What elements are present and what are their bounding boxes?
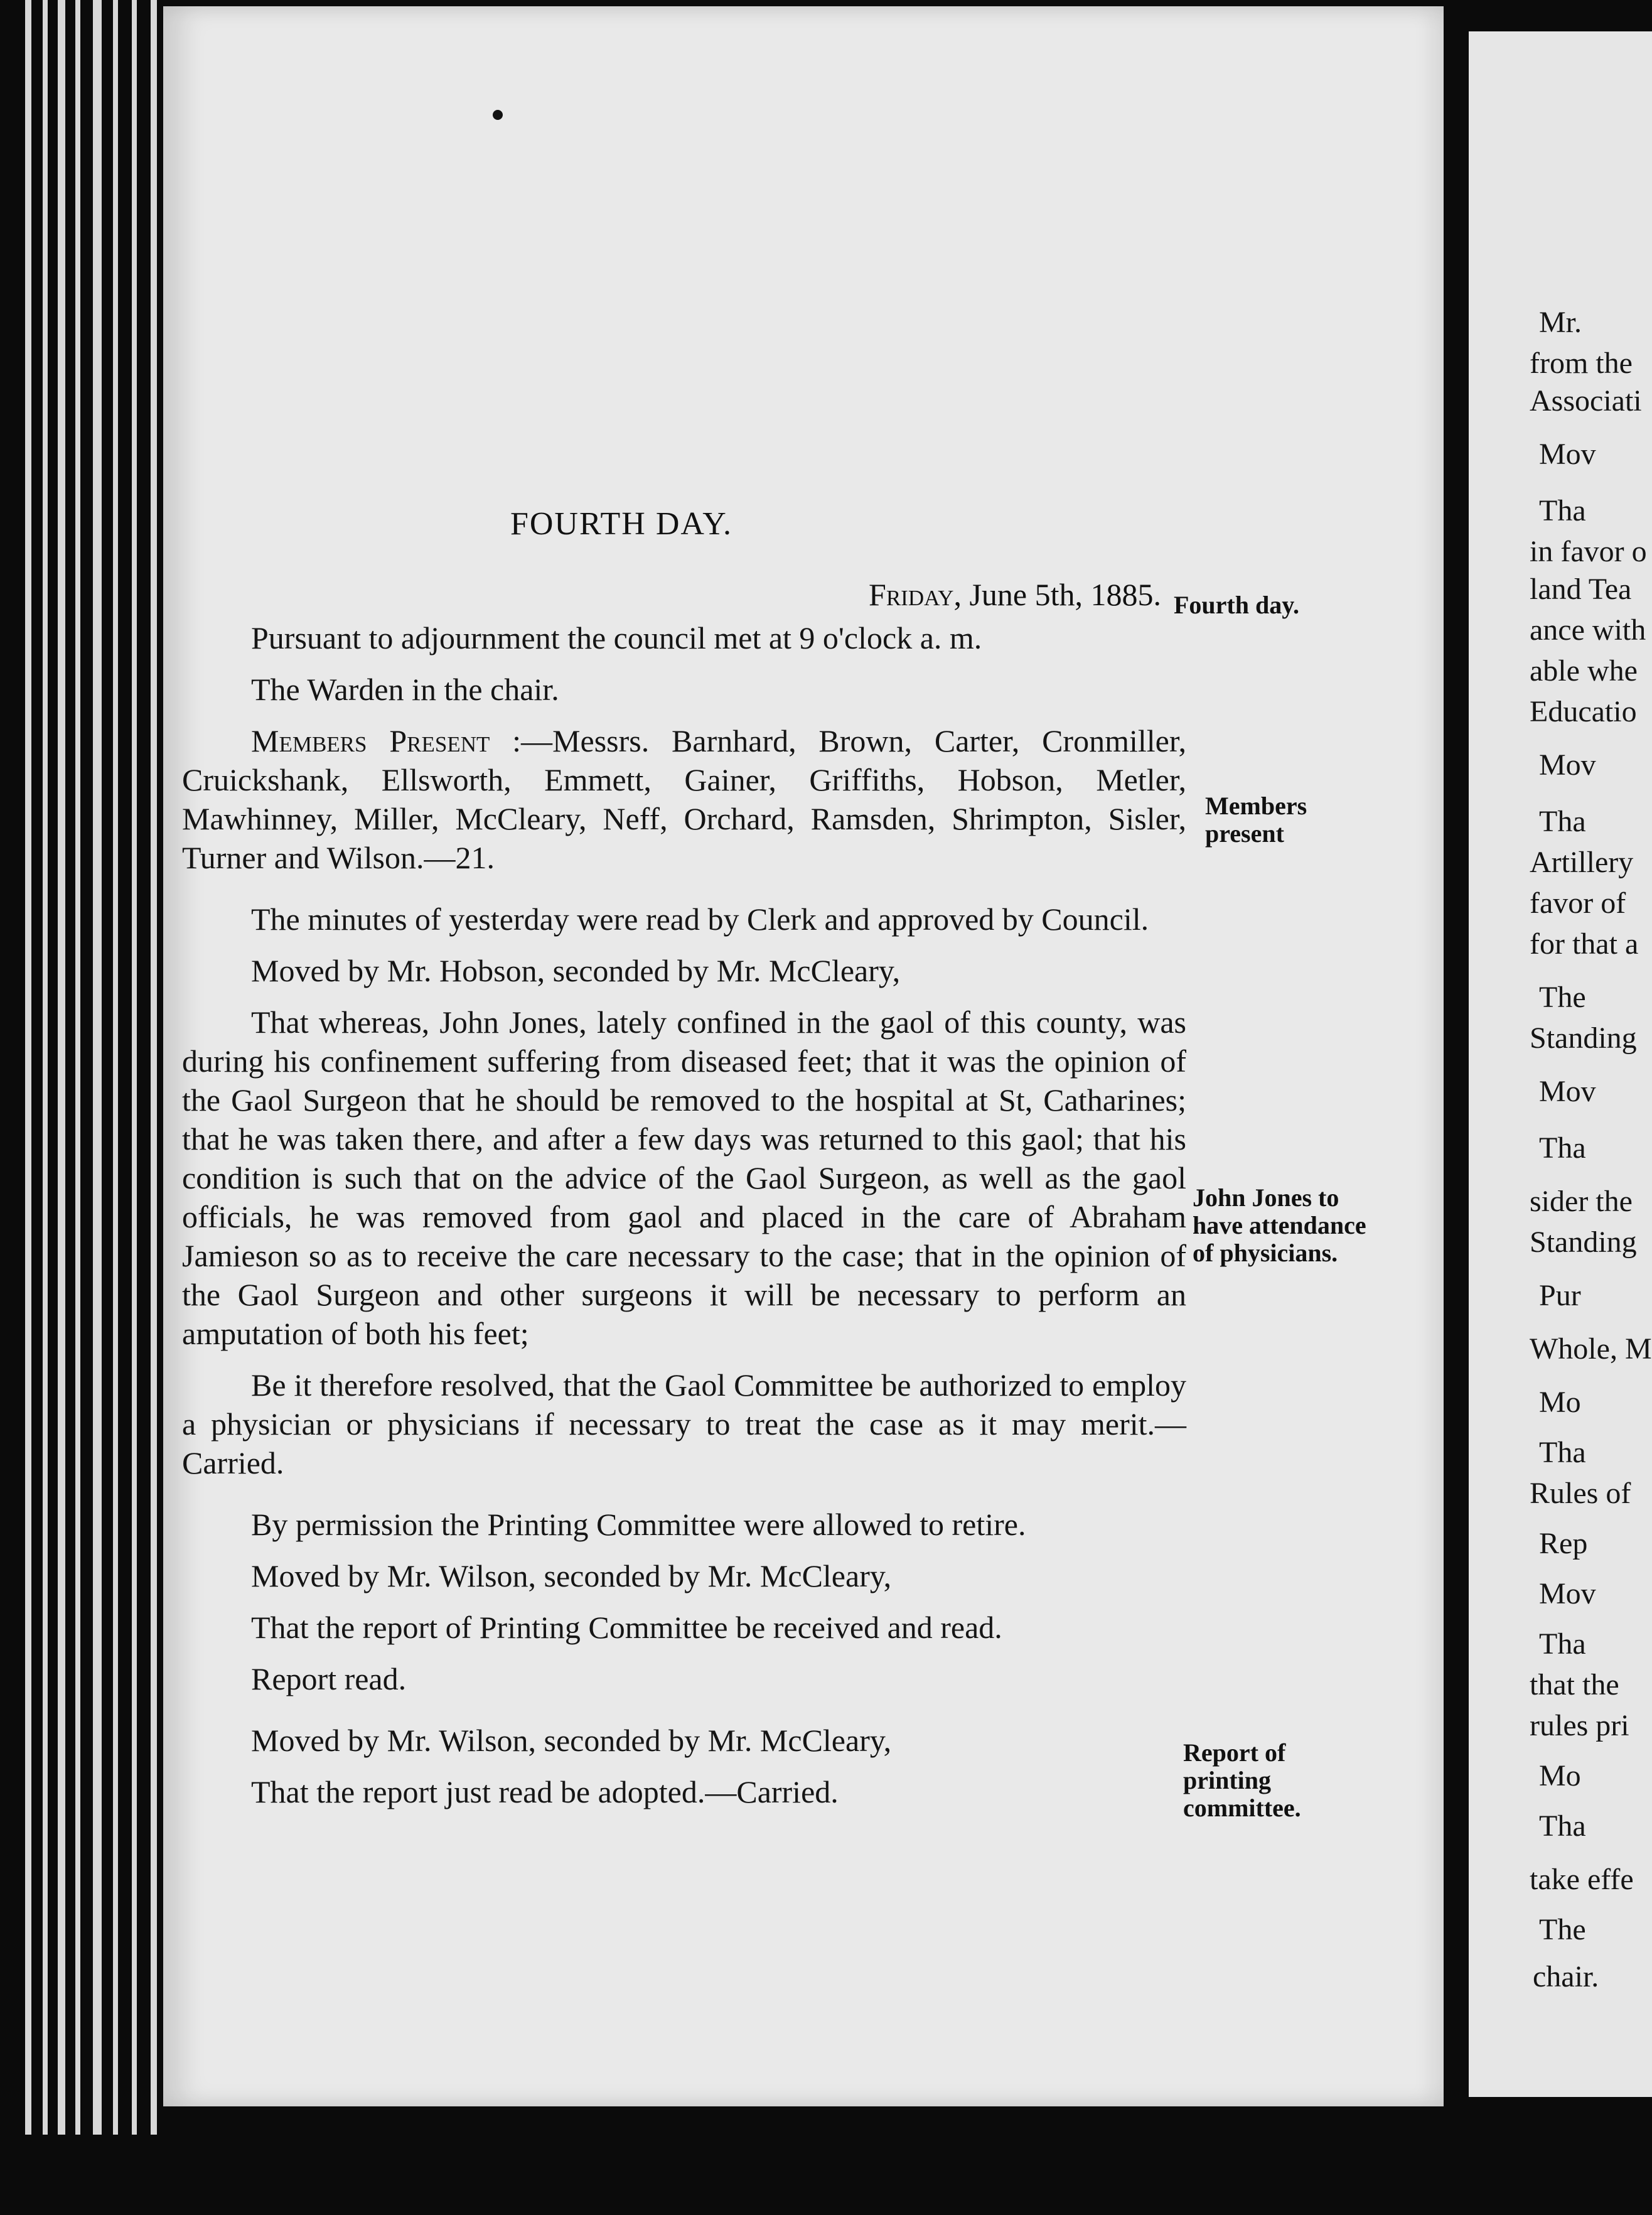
date-rest: , June 5th, 1885.	[953, 577, 1161, 612]
paragraph: Be it therefore resolved, that the Gaol Committee be authorized to employ a physician or physicians if necessary to treat the case as it may merit.—Carried.	[182, 1367, 1186, 1480]
fragment-line: that the	[1530, 1668, 1619, 1701]
fragment-line: chair.	[1533, 1960, 1599, 1993]
fragment-line: Mo	[1539, 1386, 1581, 1419]
fragment-line: Educatio	[1530, 695, 1637, 728]
margin-note-john-jones: John Jones to have attendance of physicians.	[1193, 1183, 1366, 1267]
fragment-line: sider the	[1530, 1185, 1633, 1218]
fragment-line: Rep	[1539, 1527, 1588, 1560]
facing-page-fragment	[1469, 31, 1652, 2097]
paragraph: Moved by Mr. Hobson, seconded by Mr. McCleary,	[251, 953, 901, 988]
minutes-body	[182, 618, 1186, 1824]
margin-note-report: Report of printing committee.	[1183, 1738, 1301, 1822]
members-label: Members Present :—	[251, 723, 553, 758]
ink-dot	[493, 110, 503, 120]
fragment-line: ance with	[1530, 613, 1646, 647]
page-heading: FOURTH DAY.	[510, 506, 733, 542]
paragraph: Moved by Mr. Wilson, seconded by Mr. McCleary,	[251, 1723, 892, 1758]
fragment-line: Whole, M	[1530, 1332, 1652, 1366]
fragment-line: Associati	[1530, 384, 1642, 418]
fragment-line: Standing	[1530, 1021, 1637, 1055]
fragment-line: Tha	[1539, 1436, 1586, 1469]
paragraph: The Warden in the chair.	[251, 672, 559, 707]
fragment-line: land Tea	[1530, 573, 1632, 606]
fragment-line: in favor o	[1530, 535, 1647, 568]
paragraph: Pursuant to adjournment the council met at 9 o'clock a. m.	[251, 620, 982, 655]
fragment-line: take effe	[1530, 1863, 1634, 1896]
fragment-line: Mov	[1539, 438, 1596, 471]
fragment-line: The	[1539, 1913, 1586, 1946]
paragraph: That the report just read be adopted.—Carried.	[251, 1774, 839, 1809]
fragment-line: Mov	[1539, 1577, 1596, 1610]
fragment-line: Mr.	[1539, 306, 1582, 339]
fragment-line: Standing	[1530, 1226, 1637, 1259]
page-edges	[25, 0, 169, 2135]
fragment-line: Mov	[1539, 748, 1596, 782]
members-paragraph	[182, 721, 1186, 877]
fragment-line: Rules of	[1530, 1477, 1631, 1510]
paragraph: Moved by Mr. Wilson, seconded by Mr. McCleary,	[251, 1558, 892, 1593]
margin-note-members: Members present	[1205, 792, 1307, 848]
paragraph: Report read.	[251, 1661, 407, 1696]
fragment-line: from the	[1530, 347, 1633, 380]
fragment-line: Tha	[1539, 1809, 1586, 1843]
fragment-line: able whe	[1530, 654, 1638, 687]
fragment-line: Mov	[1539, 1075, 1596, 1108]
paragraph: By permission the Printing Committee were allowed to retire.	[251, 1507, 1026, 1542]
fragment-line: Pur	[1539, 1279, 1581, 1312]
fragment-line: rules pri	[1530, 1709, 1629, 1742]
fragment-line: for that a	[1530, 927, 1639, 961]
fragment-line: Mo	[1539, 1759, 1581, 1792]
margin-note-fourth-day: Fourth day.	[1174, 591, 1300, 619]
date-weekday: Friday	[869, 577, 954, 612]
members-list: Messrs. Barnhard, Brown, Carter, Cronmiller, Cruickshank, Ellsworth, Emmett, Gainer, Griffiths, Hobson, Metler, Mawhinney, Miller, McCleary, Neff, Orchard, Ramsden, Shrimpton, Sisler, Turner and Wilson.—21.	[182, 723, 1186, 875]
fragment-line: Tha	[1539, 1131, 1586, 1165]
fragment-line: Tha	[1539, 805, 1586, 838]
fragment-line: Tha	[1539, 494, 1586, 527]
paragraph: That the report of Printing Committee be received and read.	[251, 1610, 1002, 1645]
paragraph: That whereas, John Jones, lately confined in the gaol of this county, was during his confinement suffering from diseased feet; that it was the opinion of the Gaol Surgeon that he should be removed to the hospital at St, Catharines; that he was taken there, and after a few days was returned to this gaol; that his condition is such that on the advice of the Gaol Surgeon, as well as the gaol officials, he was removed from gaol and placed in the care of Abraham Jamieson so as to receive the care necessary to the case; that in the opinion of the Gaol Surgeon and other surgeons it will be necessary to perform an amputation of both his feet;	[182, 1005, 1186, 1351]
session-date	[640, 576, 1161, 613]
fragment-line: Tha	[1539, 1627, 1586, 1661]
paragraph: The minutes of yesterday were read by Clerk and approved by Council.	[251, 902, 1149, 937]
fragment-line: favor of	[1530, 887, 1626, 920]
fragment-line: The	[1539, 981, 1586, 1014]
fragment-line: Artillery	[1530, 846, 1634, 879]
